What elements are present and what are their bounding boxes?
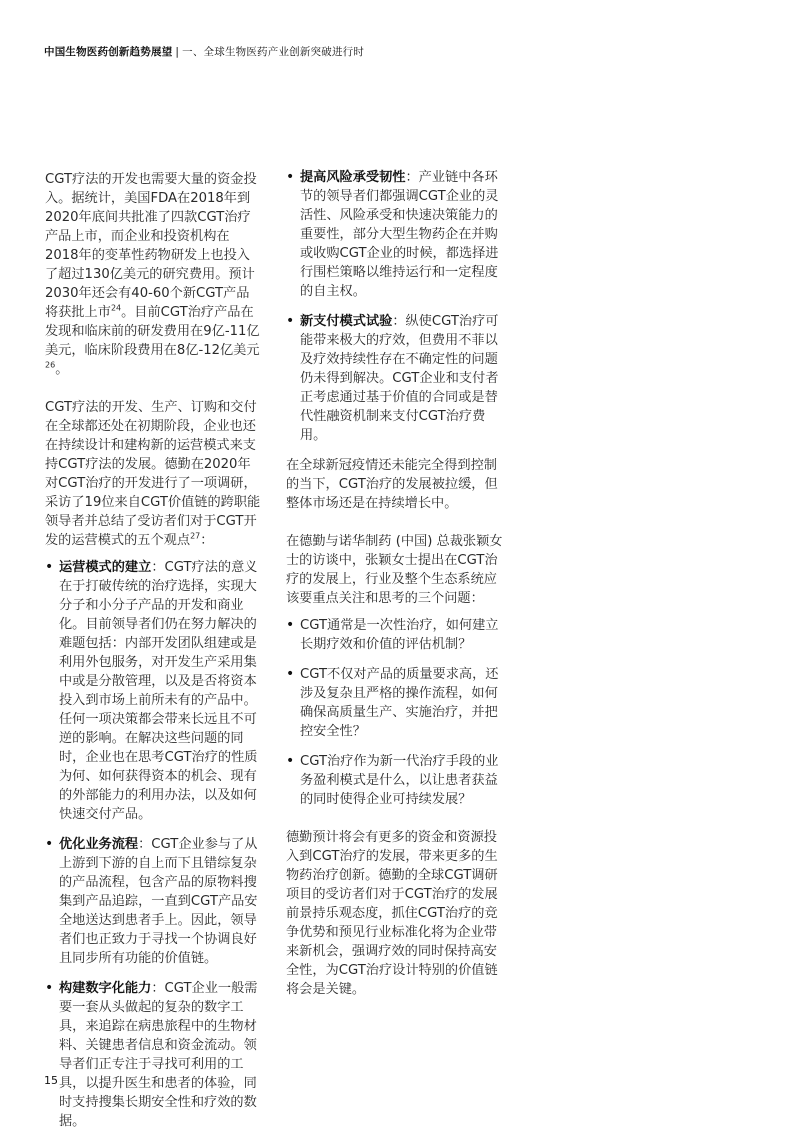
list-item: • CGT通常是一次性治疗，如何建立长期疗效和价值的评估机制？ xyxy=(286,617,499,652)
viewpoint-list xyxy=(45,558,261,1131)
question-list xyxy=(286,616,504,809)
bullet-icon: • xyxy=(45,559,54,575)
paragraph-survey: CGT疗法的开发、生产、订购和交付在全球都还处在初期阶段，企业也还在持续设计和建构新的运营模式来支持CGT疗法的发展。德勤在2020年对CGT治疗的开发进行了一项调研，采访了19位来自CGT价值链的跨职能领导者并总结了受访者们对于CGT开发的运营模式的五个观点$^{27}$： xyxy=(45,400,261,548)
list-item: • CGT不仅对产品的质量要求高，还涉及复杂且严格的操作流程，如何确保高质量生产、实施治疗，并把控安全性？ xyxy=(286,666,499,739)
list-item: • CGT治疗作为新一代治疗手段的业务盈利模式是什么，以让患者获益的同时使得企业可持续发展？ xyxy=(286,753,499,807)
footnote-ref: 24 xyxy=(110,303,122,313)
bullet-icon: • xyxy=(45,980,54,996)
bullet-icon: • xyxy=(286,617,295,633)
header-separator: | xyxy=(175,46,180,58)
page-number: 15 xyxy=(44,1074,58,1087)
left-column xyxy=(45,170,261,1142)
paragraph-outlook: 德勤预计将会有更多的资金和资源投入到CGT治疗的发展，带来更多的生物药治疗创新。德勤的全球CGT调研项目的受访者们对于CGT治疗的发展前景持乐观态度，抓住CGT治疗的竞争优势和预见行业标准化将为企业带来新机会，强调疗效的同时保持高安全性，为CGT治疗设计特别的价值链将会是关键。 xyxy=(286,830,498,997)
running-header xyxy=(44,44,764,59)
footnote-ref: 26 xyxy=(45,360,56,370)
viewpoint-list-continued xyxy=(286,168,504,445)
bullet-icon: • xyxy=(286,753,295,769)
list-item: • 优化业务流程：CGT企业参与了从上游到下游的自上而下且错综复杂的产品流程，包含产品的原物料搜集到产品追踪，一直到CGT产品安全地送达到患者手上。因此，领导者们也正致力于寻找一个协调良好且同步所有功能的价值链。 xyxy=(45,836,258,966)
list-item: • 运营模式的建立：CGT疗法的意义在于打破传统的治疗选择，实现大分子和小分子产品的开发和商业化。目前领导者们仍在努力解决的难题包括：内部开发团队组建或是利用外包服务，对开发生产采用集中或是分散管理，以及是否将资本投入到市场上前所未有的产品中。任何一项决策都会带来长远且不可逆的影响。在解决这些问题的同时，企业也在思考CGT治疗的性质为何、如何获得资本的机会、现有的外部能力的利用办法，以及如何快速交付产品。 xyxy=(45,559,258,822)
bullet-icon: • xyxy=(286,666,295,682)
paragraph-covid: 在全球新冠疫情还未能完全得到控制的当下，CGT治疗的发展被拉缓，但整体市场还是在持续增长中。 xyxy=(286,458,498,511)
paragraph-interview: 在德勤与诺华制药 (中国) 总裁张颖女士的访谈中，张颖女士提出在CGT治疗的发展上，行业及整个生态系统应该要重点关注和思考的三个问题： xyxy=(286,534,503,606)
bullet-icon: • xyxy=(45,836,54,852)
bullet-icon: • xyxy=(286,313,295,329)
header-title: 中国生物医药创新趋势展望 xyxy=(44,46,173,58)
paragraph-funding: CGT疗法的开发也需要大量的资金投入。据统计，美国FDA在2018年到2020年底间共批准了四款CGT治疗产品上市，而企业和投资机构在2018年的变革性药物研发上也投入了超过130亿美元的研究费用。预计2030年还会有40-60个新CGT产品将获批上市$^{24}$。目前CGT治疗产品在发现和临床前的研发费用在9亿-11亿美元，临床阶段费用在8亿-12亿美元$^{26}$。 xyxy=(45,172,260,377)
right-column xyxy=(286,168,504,1018)
list-item: • 提高风险承受韧性：产业链中各环节的领导者们都强调CGT企业的灵活性、风险承受和快速决策能力的重要性，部分大型生物药企在并购或收购CGT企业的时候，都选择进行围栏策略以维持运行和一定程度的自主权。 xyxy=(286,169,499,299)
header-section: 一、全球生物医药产业创新突破进行时 xyxy=(182,46,365,58)
footnote-ref: 27 xyxy=(190,531,201,541)
bullet-icon: • xyxy=(286,169,295,185)
list-item: • 新支付模式试验：纵使CGT治疗可能带来极大的疗效，但费用不菲以及疗效持续性存在不确定性的问题仍未得到解决。CGT企业和支付者正考虑通过基于价值的合同或是替代性融资机制来支付CGT治疗费用。 xyxy=(286,313,499,443)
list-item: • 构建数字化能力：CGT企业一般需要一套从头做起的复杂的数字工具，来追踪在病患旅程中的生物材料、关键患者信息和资金流动。领导者们正专注于寻找可利用的工具，以提升医生和患者的体验，同时支持搜集长期安全性和疗效的数据。 xyxy=(45,980,258,1129)
